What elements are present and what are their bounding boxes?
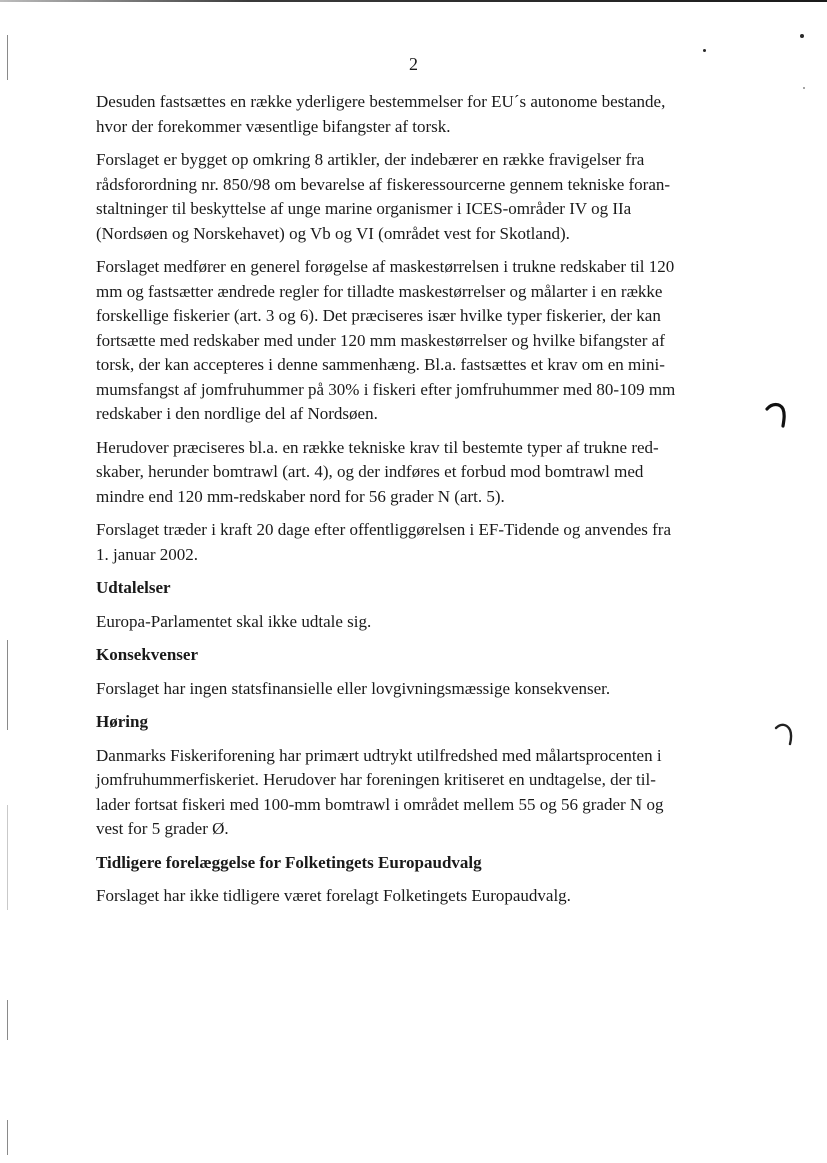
- text-line: Desuden fastsættes en række yderligere bestemmelser for EU´s autonome bestande,: [96, 92, 666, 111]
- text-line: mm og fastsætter ændrede regler for tilladte maskestørrelser og målarter i en række: [96, 281, 663, 301]
- text-line: mumsfangst af jomfruhummer på 30% i fiskeri efter jomfruhummer med 80-109 mm: [96, 379, 676, 399]
- body-paragraph: [96, 884, 736, 909]
- body-paragraph: [96, 610, 736, 635]
- text-line: Forslaget har ingen statsfinansielle eller lovgivningsmæssige konsekvenser.: [96, 678, 611, 698]
- margin-hook-mark: [774, 722, 796, 748]
- text-line: Høring: [96, 712, 148, 731]
- body-paragraph: [96, 677, 736, 702]
- text-line: skaber, herunder bomtrawl (art. 4), og der indføres et forbud mod bomtrawl med: [96, 462, 644, 481]
- text-line: 1. januar 2002.: [96, 544, 198, 564]
- text-line: Forslaget medfører en generel forøgelse af maskestørrelsen i trukne redskaber til 120: [96, 257, 675, 276]
- body-paragraph: [96, 744, 736, 842]
- text-line: lader fortsat fiskeri med 100-mm bomtrawl i området mellem 55 og 56 grader N og: [96, 794, 664, 814]
- text-line: rådsforordning nr. 850/98 om bevarelse af fiskeressourcerne gennem tekniske foran-: [96, 174, 671, 194]
- scan-edge-mark: [7, 805, 8, 910]
- section-heading: [96, 576, 736, 601]
- scan-edge-mark: [7, 1000, 8, 1040]
- body-paragraph: [96, 436, 736, 510]
- text-line: mindre end 120 mm-redskaber nord for 56 grader N (art. 5).: [96, 486, 505, 506]
- body-paragraph: [96, 148, 736, 246]
- scan-edge-mark: [7, 640, 8, 730]
- page-number: 2: [409, 54, 418, 74]
- body-paragraph: [96, 255, 736, 427]
- text-line: (Nordsøen og Norskehavet) og Vb og VI (området vest for Skotland).: [96, 223, 570, 243]
- text-line: Udtalelser: [96, 578, 171, 597]
- scan-top-rule: [0, 0, 827, 2]
- text-line: torsk, der kan accepteres i denne sammenhæng. Bl.a. fastsættes et krav om en mini-: [96, 355, 665, 374]
- text-line: Herudover præciseres bl.a. en række tekniske krav til bestemte typer af trukne red-: [96, 437, 659, 457]
- text-line: staltninger til beskyttelse af unge marine organismer i ICES-områder IV og IIa: [96, 199, 632, 218]
- text-line: hvor der forekommer væsentlige bifangster af torsk.: [96, 116, 451, 136]
- text-line: Europa-Parlamentet skal ikke udtale sig.: [96, 611, 372, 631]
- margin-hook-mark: [765, 402, 787, 428]
- text-line: forskellige fiskerier (art. 3 og 6). Det præciseres især hvilke typer fiskerier, der kan: [96, 306, 661, 325]
- scan-speck: [803, 87, 805, 89]
- text-line: vest for 5 grader Ø.: [96, 819, 229, 838]
- text-line: Forslaget træder i kraft 20 dage efter offentliggørelsen i EF-Tidende og anvendes fra: [96, 520, 672, 539]
- body-paragraph: [96, 90, 736, 139]
- scan-speck: [703, 49, 706, 52]
- text-line: fortsætte med redskaber med under 120 mm maskestørrelser og hvilke bifangster af: [96, 330, 665, 350]
- scan-edge-mark: [7, 1120, 8, 1155]
- text-line: jomfruhummerfiskeriet. Herudover har foreningen kritiseret en undtagelse, der til-: [96, 770, 656, 789]
- section-heading: [96, 643, 736, 668]
- section-heading: [96, 851, 736, 876]
- text-line: Forslaget er bygget op omkring 8 artikler, der indebærer en række fravigelser fra: [96, 150, 645, 169]
- text-line: Danmarks Fiskeriforening har primært udtrykt utilfredshed med målartsprocenten i: [96, 745, 662, 765]
- scan-speck: [800, 34, 804, 38]
- text-line: Konsekvenser: [96, 645, 198, 664]
- text-line: Tidligere forelæggelse for Folketingets Europaudvalg: [96, 852, 482, 872]
- body-paragraph: [96, 518, 736, 567]
- text-line: redskaber i den nordlige del af Nordsøen.: [96, 404, 378, 423]
- text-line: Forslaget har ikke tidligere været forelagt Folketingets Europaudvalg.: [96, 886, 571, 905]
- section-heading: [96, 710, 736, 735]
- document-body: [96, 90, 736, 918]
